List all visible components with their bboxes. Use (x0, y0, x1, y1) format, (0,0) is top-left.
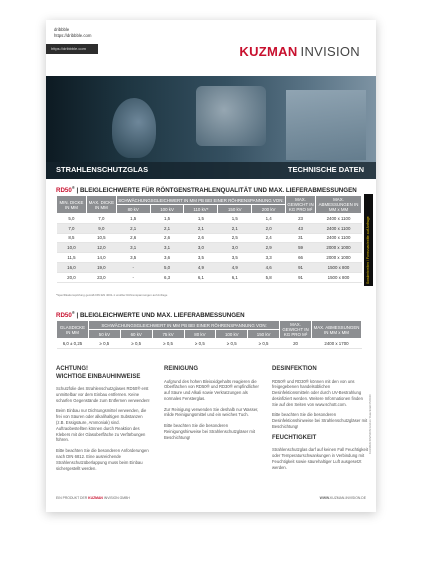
table-cell: 4,9 (218, 262, 252, 272)
header-kv: 75 kV (152, 330, 184, 339)
hero-left-label: STRAHLENSCHUTZGLAS (56, 165, 149, 174)
table-cell: 5,0 (57, 214, 87, 224)
table-cell: 3,5 (116, 253, 150, 263)
table-cell: 10,0 (57, 243, 87, 253)
column-desinfektion (272, 366, 368, 476)
table-cell: 6,1 (184, 272, 218, 282)
brand-strong: KUZMAN (239, 44, 298, 59)
header-gewicht: MAX. GEWICHT IN KG PRO M² (280, 321, 312, 339)
table-cell: 2400 x 1100 (316, 214, 362, 224)
table-cell: 2,0 (252, 223, 286, 233)
table-cell: 91 (286, 262, 316, 272)
table-cell: 3,1 (150, 243, 184, 253)
hero-glass-pane (286, 90, 366, 160)
table-row (57, 233, 362, 243)
table-cell: - (116, 272, 150, 282)
section2-title-prefix: RD50 (56, 312, 72, 320)
table-cell: 2,1 (218, 223, 252, 233)
table-cell: 2400 x 1100 (316, 223, 362, 233)
table-cell: ≥ 0,5 (216, 339, 248, 349)
table-cell: 2,9 (252, 243, 286, 253)
desinfektion-paragraph: RD50® und RD30® können mit den von uns freigegebenen handelsüblichen Desinfektionsmitteln oder durch UV-Bestrahlung desinfiziert werden. Weitere Informationen finden Sie auf den Seiten von www.schott.com. (272, 378, 363, 407)
table-cell: 3,3 (252, 253, 286, 263)
footer-prefix: EIN PRODUKT DER (56, 496, 88, 500)
dribbble-label: dribbble (54, 27, 70, 32)
table-cell: ≥ 0,5 (248, 339, 280, 349)
header-max-dicke: MAX. DICKE IN MM (86, 196, 116, 214)
table-cell: ≥ 0,5 (184, 339, 216, 349)
table-cell: - (116, 262, 150, 272)
desinfektion-heading: DESINFEKTION (272, 366, 317, 372)
table-cell: 14,0 (86, 253, 116, 263)
header-kv: 80 kV (184, 330, 216, 339)
section1-title-prefix: RD50 (56, 187, 72, 195)
reinigung-paragraph: Aufgrund des hohen Bleioxidgehalts reagieren die Oberflächen von RD50® und RD30® empfindlicher auf Säure und Alkali sowie Verkratzungen als normales Fensterglas. (164, 378, 259, 401)
footer-website-link[interactable] (320, 496, 366, 500)
header-kv: 60 kV (120, 330, 152, 339)
table-cell: 1,5 (150, 214, 184, 224)
table-cell: 6,0 ± 0,25 (57, 339, 89, 349)
header-abmessungen: MAX. ABMESSUNGEN IN MM x MM (312, 321, 362, 339)
table-row (57, 214, 362, 224)
table-cell: 20,0 (57, 272, 87, 282)
table-cell: 1,5 (184, 214, 218, 224)
dribbble-url: https://dribbble.com (54, 33, 92, 38)
table-row (57, 223, 362, 233)
footer-website-rest: KUZMAN-INVISION.DE (330, 496, 366, 500)
table-cell: 3,5 (218, 253, 252, 263)
header-kv: 50 kV (88, 330, 120, 339)
table-cell: 4,9 (184, 262, 218, 272)
table-cell: 1,5 (218, 214, 252, 224)
table-cell: 2,1 (150, 223, 184, 233)
table-cell: 2,1 (184, 223, 218, 233)
table-cell: 31 (286, 233, 316, 243)
table-cell: 2400 x 1700 (312, 339, 362, 349)
footer-brand: KUZMAN (88, 496, 103, 500)
vertical-imprint-text: KUZMAN INVISION GmbH / Datenblatt 05/2020 (368, 394, 372, 454)
table-cell: 3,1 (116, 243, 150, 253)
table-cell: 91 (286, 272, 316, 282)
table-row (57, 262, 362, 272)
feuchtigkeit-heading: FEUCHTIGKEIT (272, 434, 317, 441)
brand-light: INVISION (300, 44, 360, 59)
achtung-paragraph: Beim Einbau nur Dichtungsmittel verwenden, die frei von Säuren oder alkalihaltigen Substanzen (z.B. Essigsäure, Ammoniak) sind. Auftraobestellten können durch Reaktion des Klebers mit der Glasoberfläche zu Verfärbungen führen. (56, 408, 147, 443)
table-cell: 2400 x 1100 (316, 233, 362, 243)
header-schwaechung: SCHWÄCHUNGSGLEICHWERT IN MM PB BEI EINER RÖHRENSPANNUNG VON: (88, 321, 279, 330)
datasheet-page (46, 20, 376, 512)
table-cell: 12,0 (86, 243, 116, 253)
table-cell: 2,1 (116, 223, 150, 233)
table-cell: 16,0 (57, 262, 87, 272)
section2-title-text: | BLEIGLEICHWERTE UND MAX. LIEFERABMESSUNGEN (76, 312, 245, 320)
table-cell: 7,0 (86, 214, 116, 224)
header-kv: 110 kV* (184, 205, 218, 214)
table-cell: 3,6 (150, 253, 184, 263)
achtung-paragraph: Bitte beachten Sie die besonderen Anforderungen nach DIN 6812. Eine ausreichende Strahlenschutzüberlappung muss beim Einbau sichergestellt werden. (56, 448, 149, 471)
achtung-heading-line2: WICHTIGE EINBAUHINWEISE (56, 373, 141, 380)
table-footnote: *Spezifikationsprüfung gemäß DIN EN 4031-1 und/der Röhrenspannungen auf Anfrage (56, 293, 168, 297)
footer-suffix: INVISION GMBH (103, 496, 130, 500)
side-tab (364, 194, 373, 286)
header-kv: 150 kV (248, 330, 280, 339)
table-row (57, 253, 362, 263)
reinigung-heading: REINIGUNG (164, 366, 199, 372)
section1-table (56, 195, 362, 283)
table-cell: 2000 x 1000 (316, 253, 362, 263)
table-cell: 2000 x 1000 (316, 243, 362, 253)
achtung-paragraph: Schutzfolie des Strahlenschutzglases RD50® erst unmittelbar vor dem Einbau entfernen. Keine scharfen Gegenstände zum Entfernen verwenden! (56, 386, 150, 403)
footer (56, 496, 366, 500)
table-cell: 1,5 (116, 214, 150, 224)
table-cell: 2,4 (252, 233, 286, 243)
table-cell: 4,6 (252, 262, 286, 272)
table-cell: 20 (280, 339, 312, 349)
reinigung-paragraph: Zur Reinigung verwenden Sie deshalb nur Wasser, milde Reinigungsmittel und ein weiches Tuch. (164, 406, 259, 418)
section1-title-text: | BLEIGLEICHWERTE FÜR RÖNTGENSTRAHLENQUALITÄT UND MAX. LIEFERABMESSUNGEN (76, 187, 357, 195)
desinfektion-paragraph: Bitte beachten Sie die besonderen Desinfektionshinweise bei Strahlenschutzgläser mit Beschichtung! (272, 412, 368, 430)
table-row (57, 272, 362, 282)
table-row (57, 339, 362, 349)
header-glasdicke: GLASDICKE IN MM (57, 321, 89, 339)
side-tab-text: Sonderbreiten / Formzuschnitte auf Anfrage (366, 216, 370, 284)
table-cell: 59 (286, 243, 316, 253)
dribbble-caption (54, 27, 92, 39)
vertical-imprint (367, 396, 373, 456)
table-cell: 2,5 (218, 233, 252, 243)
hero-person-silhouette (112, 98, 156, 158)
table-cell: 23 (286, 214, 316, 224)
table-cell: 1500 x 800 (316, 262, 362, 272)
achtung-heading-line1: ACHTUNG! (56, 366, 88, 372)
section1-title: RD50® | BLEIGLEICHWERTE FÜR RÖNTGENSTRAHLENQUALITÄT UND MAX. LIEFERABMESSUNGEN (56, 185, 357, 195)
table-cell: 6,1 (218, 272, 252, 282)
header-kv: 100 kV (216, 330, 248, 339)
header-kv: 100 kV (150, 205, 184, 214)
table-cell: 10,5 (86, 233, 116, 243)
hero-right-label: TECHNISCHE DATEN (287, 165, 364, 174)
table-cell: 11,5 (57, 253, 87, 263)
table-cell: 1,4 (252, 214, 286, 224)
table-cell: ≥ 0,5 (120, 339, 152, 349)
hero-xray-device (196, 86, 266, 146)
table-cell: ≥ 0,5 (152, 339, 184, 349)
table-row (57, 243, 362, 253)
table-cell: 2,6 (116, 233, 150, 243)
table-cell: 19,0 (86, 262, 116, 272)
table-cell: 1500 x 800 (316, 272, 362, 282)
table-cell: 6,3 (150, 272, 184, 282)
column-achtung (56, 366, 152, 476)
brand-logo (239, 44, 360, 59)
table-cell: 43 (286, 223, 316, 233)
hero-image (46, 76, 376, 179)
url-strip[interactable]: https://dribbble.com (46, 44, 98, 54)
column-reinigung (164, 366, 260, 446)
section2-table (56, 320, 362, 349)
table-cell: 9,0 (86, 223, 116, 233)
table-cell: 5,8 (252, 272, 286, 282)
table-cell: 5,0 (150, 262, 184, 272)
table-cell: 3,0 (184, 243, 218, 253)
header-kv: 80 kV (116, 205, 150, 214)
header-min-dicke: MIN. DICKE IN MM (57, 196, 87, 214)
table-cell: 23,0 (86, 272, 116, 282)
table-cell: 66 (286, 253, 316, 263)
table-cell: 3,5 (184, 253, 218, 263)
feuchtigkeit-paragraph: Strahlenschutzglas darf auf keinen Fall Feuchtigkeit oder Temperaturschwankungen in Verbindung mit Feuchtigkeit sowie säurehaltiger Luft ausgesetzt werden. (272, 447, 368, 470)
top-bar (46, 20, 376, 76)
header-abmessungen: MAX. ABMESSUNGEN IN MM x MM (316, 196, 362, 214)
achtung-heading (56, 366, 152, 381)
table-cell: 2,6 (150, 233, 184, 243)
header-kv: 200 kV (252, 205, 286, 214)
table-cell: 3,0 (218, 243, 252, 253)
table-cell: ≥ 0,5 (88, 339, 120, 349)
header-kv: 150 kV (218, 205, 252, 214)
reinigung-paragraph: Bitte beachten Sie die besonderen Reinigungshinweise bei Strahlenschutzgläser mit Beschichtung! (164, 423, 256, 440)
table-cell: 8,5 (57, 233, 87, 243)
table-cell: 2,6 (184, 233, 218, 243)
footer-website-bold: WWW. (319, 496, 331, 500)
header-gewicht: MAX. GEWICHT IN KG PRO M² (287, 197, 314, 212)
table-cell: 7,0 (57, 223, 87, 233)
header-schwaechung: SCHWÄCHUNGSGLEICHWERT IN MM PB BEI EINER RÖHRENSPANNUNG VON: (118, 197, 284, 203)
section2-title: RD50® | BLEIGLEICHWERTE UND MAX. LIEFERABMESSUNGEN (56, 310, 245, 320)
